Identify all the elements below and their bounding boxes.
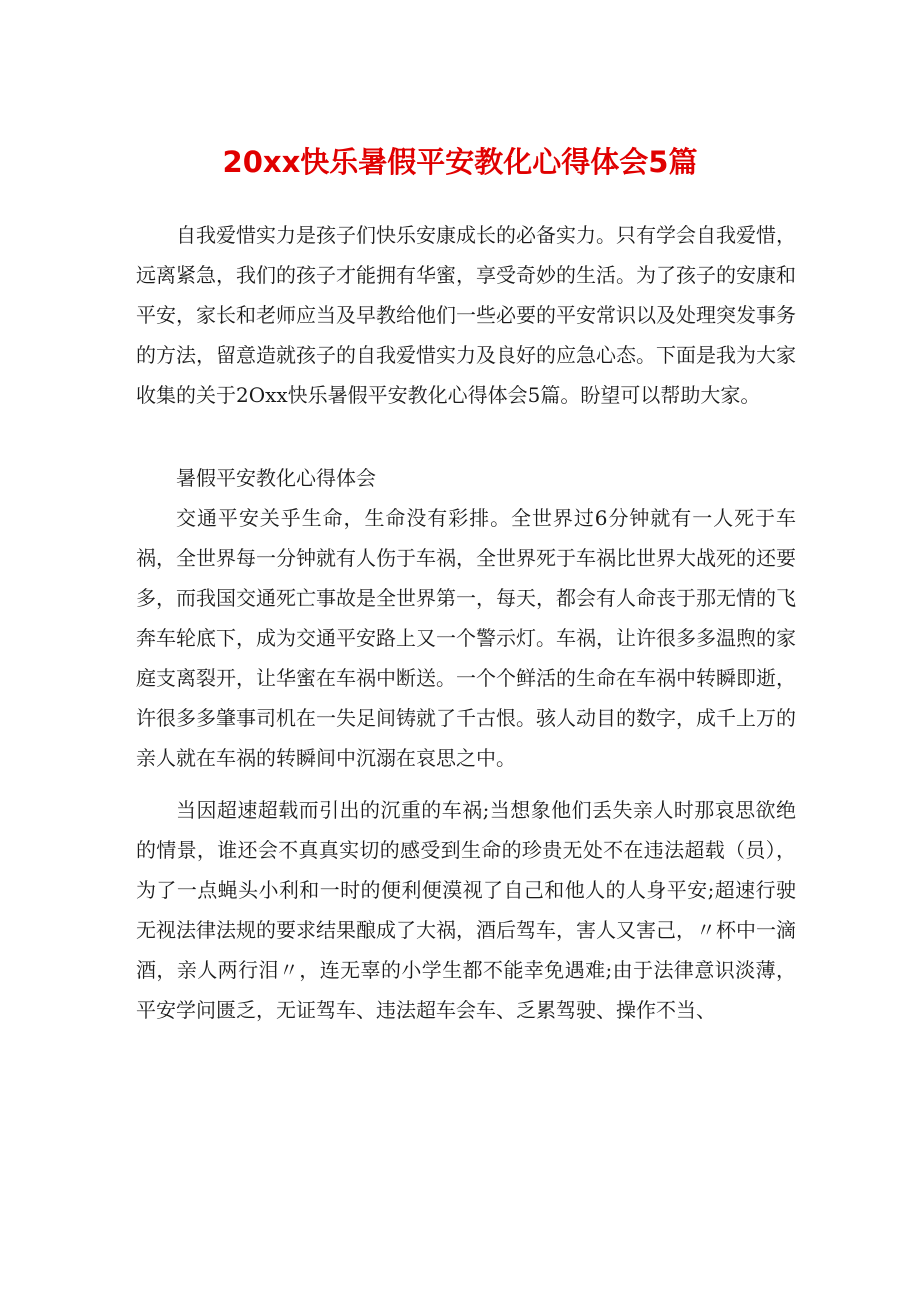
section-subtitle: 暑假平安教化心得体会 — [176, 466, 376, 490]
document-body — [136, 215, 796, 1030]
body-paragraph-1: 交通平安关乎生命，生命没有彩排。全世界过6分钟就有一人死于车祸，全世界每一分钟就有人伤于车祸，全世界死于车祸比世界大战死的还要多，而我国交通死亡事故是全世界第一，每天，都会有人命丧于那无情的飞奔车轮底下，成为交通平安路上又一个警示灯。车祸，让许很多多温煦的家庭支离裂开，让华蜜在车祸中断送。一个个鲜活的生命在车祸中转瞬即逝，许很多多肇事司机在一失足间铸就了千古恨。骇人动目的数字，成千上万的亲人就在车祸的转瞬间中沉溺在哀思之中。 — [136, 506, 796, 770]
document-title: 20xx快乐暑假平安教化心得体会5篇 — [222, 145, 698, 179]
intro-paragraph: 自我爱惜实力是孩子们快乐安康成长的必备实力。只有学会自我爱惜，远离紧急，我们的孩子才能拥有华蜜，享受奇妙的生活。为了孩子的安康和平安，家长和老师应当及早教给他们一些必要的平安常识以及处理突发事务的方法，留意造就孩子的自我爱惜实力及良好的应急心态。下面是我为大家收集的关于2Oxx快乐暑假平安教化心得体会5篇。盼望可以帮助大家。 — [136, 223, 796, 407]
body-paragraph-2: 当因超速超载而引出的沉重的车祸;当想象他们丢失亲人时那哀思欲绝的情景，谁还会不真真实切的感受到生命的珍贵无处不在违法超载（员），为了一点蝇头小利和一时的便利便漠视了自己和他人的人身平安;超速行驶无视法律法规的要求结果酿成了大祸，酒后驾车，害人又害己，〃杯中一滴酒，亲人两行泪〃，连无辜的小学生都不能幸免遇难;由于法律意识淡薄，平安学问匮乏，无证驾车、违法超车会车、乏累驾驶、操作不当、 — [136, 798, 796, 1022]
